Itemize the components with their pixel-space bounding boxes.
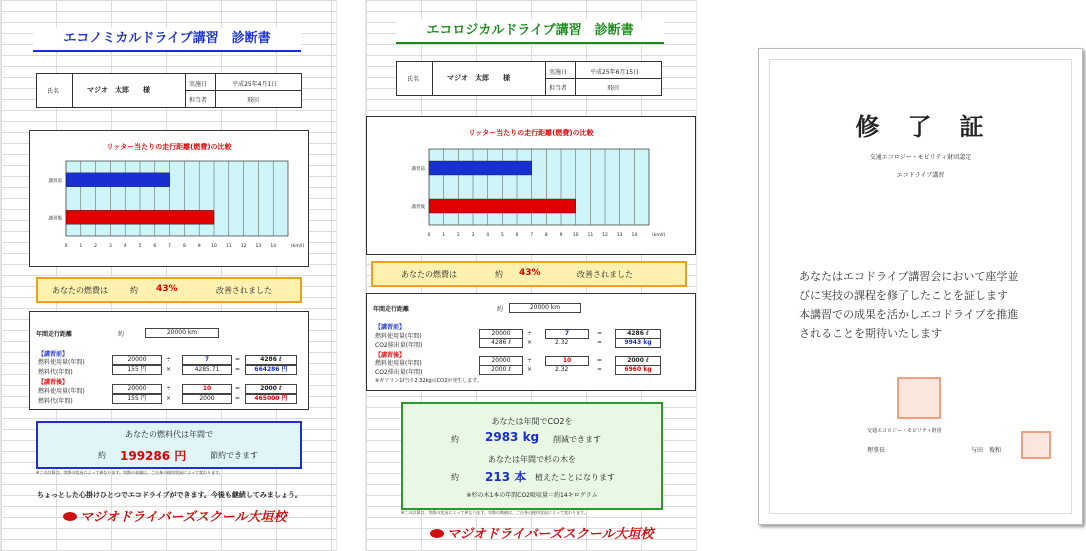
fuel-economy-chart [366,116,696,255]
tree-value: 213 本 [485,470,527,484]
x-tick-label: 8 [182,244,186,249]
foundation-name: 交通エコロジー・モビリティ財団 [867,428,942,434]
improvement-value: 43% [156,284,178,294]
annual-value: 20000 km [145,328,219,338]
improvement-suffix: 改善されました [216,286,272,295]
x-tick-label: 11 [587,233,594,238]
after-fuel-a: 20000 [479,356,523,366]
logo-text: マジオドライバーズスクール大垣校 [447,527,654,542]
annual-value: 20000 km [509,303,581,313]
after-fuel-eq: = [235,385,241,392]
x-tick-label: 9 [197,244,201,249]
x-tick-label: 3 [471,233,475,238]
issuer-line: 交通エコロジー・モビリティ財団認定 [869,154,972,161]
annual-approx: 約 [118,331,125,338]
x-tick-label: 6 [153,244,157,249]
seal-stamp-icon [897,377,941,419]
x-tick-label: 5 [500,233,504,238]
chair-title: 理事長 [867,447,886,454]
before-fuel-a: 20000 [112,355,162,365]
x-tick-label: 13 [616,233,623,238]
chair-name: 与田 俊和 [971,447,1002,454]
after-co2-a: 2000 ℓ [479,365,523,375]
category-label: 講習前 [48,178,62,184]
chart-svg [367,117,695,254]
saving-line1: あなたの燃料代は年間で [125,430,213,439]
chart-title: リッター当たりの走行距離(燃費)の比較 [106,143,232,151]
before-fuel-eq: = [597,330,603,337]
x-tick-label: 13 [255,244,262,249]
before-cost-result: 664286 円 [245,365,297,375]
before-co2-a: 4286 ℓ [479,338,523,348]
saving-value: 199286 円 [120,449,187,463]
plot-area [429,149,649,225]
staff-value: 飛田 [607,85,620,92]
school-logo [63,506,286,525]
x-tick-label: 4 [123,244,127,249]
before-cost-eq: = [235,366,241,373]
tree-note: ※杉の木1本の年間CO2吸収量＝約14キログラム [466,492,598,499]
after-fuel-a: 20000 [112,384,162,394]
x-tick-label: 1 [442,233,446,238]
co2-suffix: 削減できます [553,435,601,444]
course-name: エコドライブ講習 [896,172,945,179]
before-fuel-result: 4286 ℓ [615,329,661,339]
chart-title: リッター当たりの走行距離(燃費)の比較 [468,129,594,137]
school-logo [430,523,653,542]
after-cost-b: 2000 [182,394,232,404]
x-tick-label: 6 [515,233,519,238]
x-tick-label: 12 [602,233,608,238]
x-tick-label: 0 [427,233,431,238]
before-label: 【講習前】 [38,351,69,358]
after-co2-b: 2.32 [555,366,569,373]
after-fuel-eq: = [597,357,603,364]
after-fuel-label: 燃料使用量(年間) [375,360,422,367]
before-cost-label: 燃料代(年間) [38,369,73,376]
x-unit-label: (km/l) [291,244,305,249]
name-label: 氏名 [407,76,420,83]
before-fuel-op: ÷ [166,356,172,363]
logo-mark-icon [63,512,77,521]
improvement-approx: 約 [130,286,138,295]
x-unit-label: (km/l) [652,233,666,238]
sheet-title: エコロジカルドライブ講習 診断書 [396,20,664,44]
category-label: 講習後 [48,216,62,222]
category-label: 講習後 [411,205,425,210]
before-fuel-eq: = [235,356,241,363]
annual-label: 年間走行距離 [36,331,73,338]
after-fuel-result: 2000 ℓ [245,384,297,394]
x-tick-label: 5 [138,244,142,249]
before-co2-result: 9943 kg [615,338,661,348]
date-label: 実施日 [189,81,208,88]
name-value: マジオ 太郎 様 [87,86,150,94]
after-label: 【講習後】 [38,379,69,386]
annual-label: 年間走行距離 [373,306,410,313]
before-co2-label: CO2排出量(年間) [375,342,423,349]
co2-approx: 約 [451,435,459,444]
x-tick-label: 14 [270,244,277,249]
x-tick-label: 0 [64,244,68,249]
before-co2-eq: = [597,339,603,346]
body-line: されることを期待いたします [799,327,942,340]
x-tick-label: 2 [94,244,98,249]
saving-approx: 約 [98,451,106,460]
fuel-economy-chart [29,130,309,267]
after-co2-result: 6960 kg [615,365,661,375]
note: ※この計算は、実際の状況によって異なります。実際の金額は、ご自身の使用状況によって変わります。 [36,470,223,475]
date-value: 平成25年6月15日 [590,69,640,76]
body-line: びに実技の課程を修了したことを証します [799,289,1008,302]
tree-line1: あなたは年間で杉の木を [488,455,576,464]
before-fuel-label: 燃料使用量(年間) [38,359,85,366]
x-tick-label: 1 [79,244,83,249]
name-value: マジオ 太郎 様 [447,74,510,82]
certificate-title: 修 了 証 [855,112,986,141]
improvement-banner [371,261,687,287]
ecological-diagnosis-sheet [365,0,697,551]
before-fuel-label: 燃料使用量(年間) [375,333,422,340]
tree-approx: 約 [451,473,459,482]
improvement-banner [36,277,302,303]
after-cost-label: 燃料代(年間) [38,398,73,405]
before-fuel-a: 20000 [479,329,523,339]
before-co2-op: × [527,339,533,346]
co2-value: 2983 kg [485,430,540,444]
staff-value: 飛田 [247,97,260,104]
after-fuel-result: 2000 ℓ [615,356,661,366]
saving-suffix: 節約できます [210,451,258,460]
staff-label: 担当者 [549,85,568,92]
improvement-value: 43% [519,268,541,278]
after-cost-op: × [166,395,172,402]
after-fuel-op: ÷ [527,357,533,364]
after-co2-op: × [527,366,533,373]
x-tick-label: 7 [530,233,534,238]
after-cost-eq: = [235,395,241,402]
saving-box [36,421,302,469]
chart-svg [30,131,308,266]
note: ※この計算は、実際の状況によって異なります。実際の数値は、ご自身の使用状況によって変わります。 [401,510,588,515]
x-tick-label: 2 [456,233,460,238]
after-co2-label: CO2排出量(年間) [375,369,423,376]
bar-after [429,199,576,213]
completion-certificate [758,48,1083,525]
bar-after [66,210,214,224]
before-fuel-b: 7 [545,329,589,339]
info-table [396,61,662,96]
improvement-approx: 約 [495,270,503,279]
co2-result-box [401,402,663,510]
after-fuel-b: 10 [545,356,589,366]
economical-diagnosis-sheet [0,0,337,551]
sheet-title: エコノミカルドライブ講習 診断書 [33,28,301,52]
before-cost-op: × [166,366,172,373]
x-tick-label: 9 [559,233,563,238]
staff-label: 担当者 [189,97,208,104]
before-fuel-result: 4286 ℓ [245,355,297,365]
bar-before [66,173,170,187]
name-label: 氏名 [47,88,60,95]
logo-mark-icon [430,529,444,538]
chair-seal-icon [1021,431,1051,459]
logo-text: マジオドライバーズスクール大垣校 [80,510,287,525]
before-label: 【講習前】 [375,324,406,331]
plot-area [66,161,288,236]
after-fuel-label: 燃料使用量(年間) [38,388,85,395]
x-tick-label: 14 [631,233,638,238]
before-fuel-b: 7 [182,355,232,365]
improvement-text: あなたの燃費は [401,270,457,279]
after-label: 【講習後】 [375,352,406,359]
closing-message: ちょっとした心掛けひとつでエコドライブができます。今後も継続してみましょう。 [37,491,302,499]
improvement-suffix: 改善されました [577,270,633,279]
info-table [36,73,302,108]
body-line: 本講習での成果を活かしエコドライブを推進 [799,308,1019,321]
x-tick-label: 3 [108,244,112,249]
x-tick-label: 4 [486,233,490,238]
before-cost-a: 155 円 [112,365,162,375]
annual-approx: 約 [497,306,504,313]
after-co2-eq: = [597,366,603,373]
after-fuel-op: ÷ [166,385,172,392]
calculation-table [366,293,696,391]
before-fuel-op: ÷ [527,330,533,337]
improvement-text: あなたの燃費は [52,286,108,295]
before-cost-b: 4285.71 [182,365,232,375]
calculation-table [29,311,309,410]
tree-suffix: 植えたことになります [535,473,615,482]
after-cost-a: 155 円 [112,394,162,404]
certificate-body [799,267,1069,343]
date-label: 実施日 [549,69,568,76]
bar-before [429,161,532,175]
x-tick-label: 10 [572,233,579,238]
after-cost-result: 465000 円 [245,394,297,404]
x-tick-label: 8 [544,233,548,238]
body-line: あなたはエコドライブ講習会において座学並 [799,270,1019,283]
before-co2-b: 2.32 [555,339,569,346]
x-tick-label: 7 [168,244,172,249]
x-tick-label: 10 [211,244,217,249]
x-tick-label: 11 [225,244,232,249]
gas-note: ※ガソリン1ℓ当り2.32kgのCO2が発生します。 [375,378,482,384]
category-label: 講習前 [411,167,425,172]
co2-line1: あなたは年間でCO2を [491,417,573,426]
date-value: 平成25年4月1日 [232,81,278,88]
after-fuel-b: 10 [182,384,232,394]
x-tick-label: 12 [240,244,247,249]
